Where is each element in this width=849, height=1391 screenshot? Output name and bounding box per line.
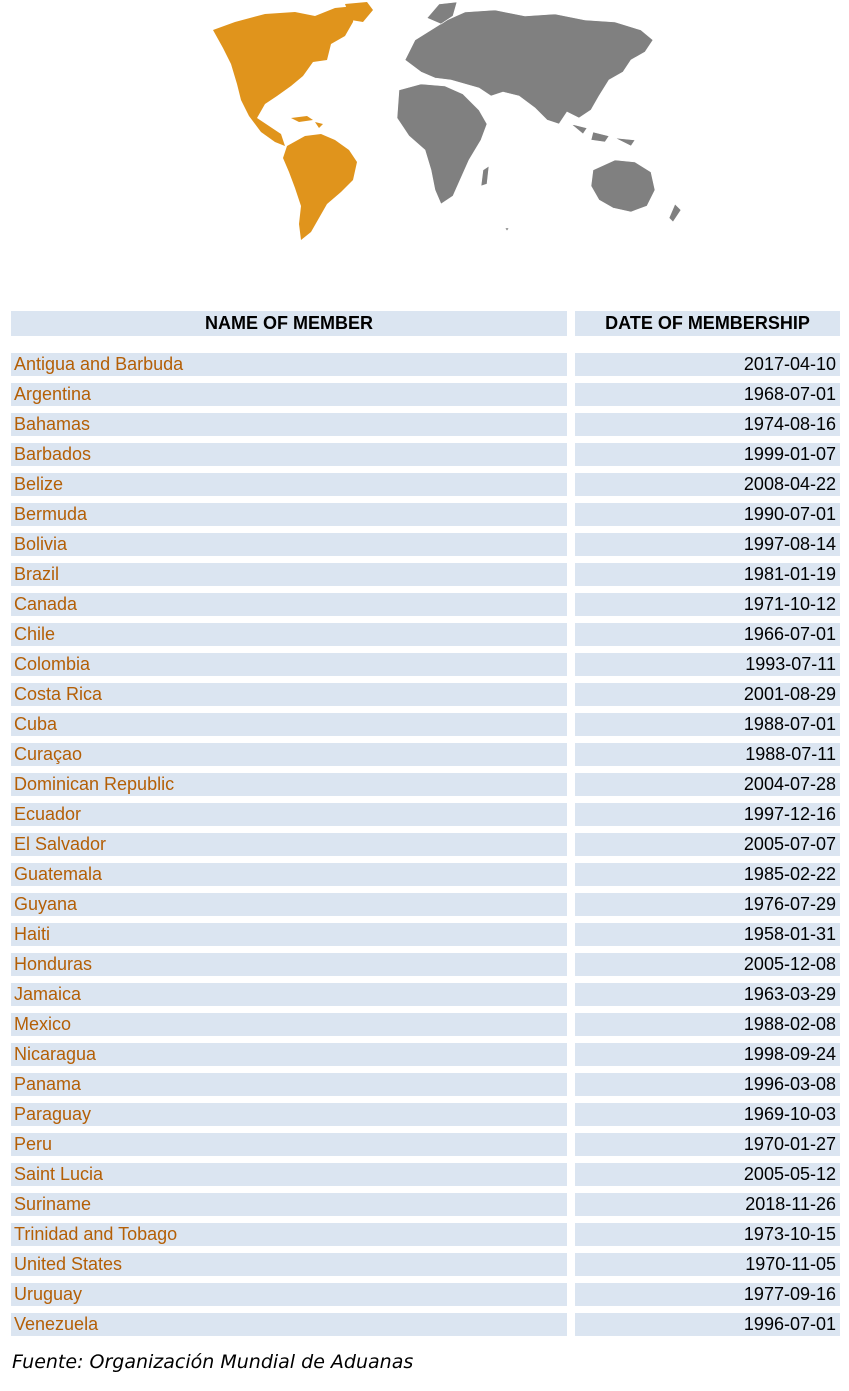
member-name-link[interactable]: Guatemala xyxy=(11,863,567,886)
membership-date: 1996-03-08 xyxy=(575,1073,840,1096)
member-name-link[interactable]: Panama xyxy=(11,1073,567,1096)
membership-date: 1997-08-14 xyxy=(575,533,840,556)
table-row xyxy=(0,773,849,803)
member-name-link[interactable]: United States xyxy=(11,1253,567,1276)
membership-date: 1988-02-08 xyxy=(575,1013,840,1036)
table-row xyxy=(0,533,849,563)
table-row xyxy=(0,1073,849,1103)
table-row xyxy=(0,353,849,383)
table-row xyxy=(0,713,849,743)
map-south-america xyxy=(283,134,357,240)
map-north-america xyxy=(213,6,355,146)
member-name-link[interactable]: Belize xyxy=(11,473,567,496)
membership-date: 2017-04-10 xyxy=(575,353,840,376)
table-row xyxy=(0,503,849,533)
member-name-link[interactable]: Dominican Republic xyxy=(11,773,567,796)
member-name-link[interactable]: Mexico xyxy=(11,1013,567,1036)
member-name-link[interactable]: Canada xyxy=(11,593,567,616)
member-name-link[interactable]: Argentina xyxy=(11,383,567,406)
member-name-link[interactable]: Nicaragua xyxy=(11,1043,567,1066)
map-new-zealand xyxy=(669,204,681,222)
map-se-asia-islands xyxy=(571,124,635,146)
member-name-link[interactable]: Guyana xyxy=(11,893,567,916)
table-row xyxy=(0,1043,849,1073)
membership-date: 1974-08-16 xyxy=(575,413,840,436)
table-row xyxy=(0,1223,849,1253)
membership-date: 2018-11-26 xyxy=(575,1193,840,1216)
map-caribbean xyxy=(291,116,323,128)
membership-date: 1997-12-16 xyxy=(575,803,840,826)
membership-date: 1993-07-11 xyxy=(575,653,840,676)
table-row xyxy=(0,983,849,1013)
table-row xyxy=(0,683,849,713)
table-row xyxy=(0,743,849,773)
membership-date: 1966-07-01 xyxy=(575,623,840,646)
table-row xyxy=(0,1193,849,1223)
membership-date: 1999-01-07 xyxy=(575,443,840,466)
table-row xyxy=(0,563,849,593)
map-africa xyxy=(397,84,487,204)
table-row xyxy=(0,383,849,413)
membership-date: 2005-12-08 xyxy=(575,953,840,976)
membership-date: 1988-07-11 xyxy=(575,743,840,766)
member-name-link[interactable]: Bolivia xyxy=(11,533,567,556)
table-row xyxy=(0,1103,849,1133)
map-specks xyxy=(505,228,509,231)
table-row xyxy=(0,863,849,893)
table-row xyxy=(0,413,849,443)
membership-date: 1968-07-01 xyxy=(575,383,840,406)
membership-date: 1970-01-27 xyxy=(575,1133,840,1156)
membership-date: 1977-09-16 xyxy=(575,1283,840,1306)
membership-date: 1988-07-01 xyxy=(575,713,840,736)
membership-date: 1958-01-31 xyxy=(575,923,840,946)
table-row xyxy=(0,1013,849,1043)
membership-date: 2008-04-22 xyxy=(575,473,840,496)
membership-date: 1990-07-01 xyxy=(575,503,840,526)
header-name-of-member[interactable]: NAME OF MEMBER xyxy=(11,311,567,336)
member-name-link[interactable]: Bahamas xyxy=(11,413,567,436)
member-name-link[interactable]: Antigua and Barbuda xyxy=(11,353,567,376)
member-name-link[interactable]: Saint Lucia xyxy=(11,1163,567,1186)
membership-date: 2005-07-07 xyxy=(575,833,840,856)
table-row xyxy=(0,653,849,683)
table-row xyxy=(0,593,849,623)
member-name-link[interactable]: Chile xyxy=(11,623,567,646)
member-name-link[interactable]: Brazil xyxy=(11,563,567,586)
member-name-link[interactable]: Uruguay xyxy=(11,1283,567,1306)
table-row xyxy=(0,953,849,983)
membership-date: 1973-10-15 xyxy=(575,1223,840,1246)
table-row xyxy=(0,893,849,923)
table-row xyxy=(0,443,849,473)
header-date-of-membership[interactable]: DATE OF MEMBERSHIP xyxy=(575,311,840,336)
member-name-link[interactable]: Trinidad and Tobago xyxy=(11,1223,567,1246)
membership-date: 2004-07-28 xyxy=(575,773,840,796)
membership-date: 2005-05-12 xyxy=(575,1163,840,1186)
member-name-link[interactable]: Suriname xyxy=(11,1193,567,1216)
member-name-link[interactable]: Ecuador xyxy=(11,803,567,826)
map-australia xyxy=(591,160,655,212)
source-note: Fuente: Organización Mundial de Aduanas xyxy=(12,1351,414,1373)
member-name-link[interactable]: Colombia xyxy=(11,653,567,676)
membership-date: 1970-11-05 xyxy=(575,1253,840,1276)
table-row xyxy=(0,623,849,653)
membership-date: 1969-10-03 xyxy=(575,1103,840,1126)
membership-date: 1981-01-19 xyxy=(575,563,840,586)
table-row xyxy=(0,923,849,953)
member-name-link[interactable]: Barbados xyxy=(11,443,567,466)
table-row xyxy=(0,1313,849,1343)
membership-date: 1963-03-29 xyxy=(575,983,840,1006)
member-name-link[interactable]: Venezuela xyxy=(11,1313,567,1336)
member-name-link[interactable]: Cuba xyxy=(11,713,567,736)
world-map-svg xyxy=(195,0,705,250)
members-table-body xyxy=(0,353,849,1343)
table-row xyxy=(0,1283,849,1313)
membership-date: 1996-07-01 xyxy=(575,1313,840,1336)
member-name-link[interactable]: Jamaica xyxy=(11,983,567,1006)
table-row xyxy=(0,833,849,863)
membership-date: 1998-09-24 xyxy=(575,1043,840,1066)
map-madagascar xyxy=(481,166,489,186)
table-row xyxy=(0,1253,849,1283)
membership-date: 1985-02-22 xyxy=(575,863,840,886)
table-row xyxy=(0,473,849,503)
world-map xyxy=(195,0,705,250)
table-row xyxy=(0,1133,849,1163)
member-name-link[interactable]: Bermuda xyxy=(11,503,567,526)
member-name-link[interactable]: Curaçao xyxy=(11,743,567,766)
member-name-link[interactable]: Haiti xyxy=(11,923,567,946)
member-name-link[interactable]: Costa Rica xyxy=(11,683,567,706)
member-name-link[interactable]: Peru xyxy=(11,1133,567,1156)
member-name-link[interactable]: Honduras xyxy=(11,953,567,976)
table-row xyxy=(0,1163,849,1193)
membership-date: 1971-10-12 xyxy=(575,593,840,616)
table-row xyxy=(0,803,849,833)
member-name-link[interactable]: Paraguay xyxy=(11,1103,567,1126)
member-name-link[interactable]: El Salvador xyxy=(11,833,567,856)
membership-date: 2001-08-29 xyxy=(575,683,840,706)
membership-date: 1976-07-29 xyxy=(575,893,840,916)
